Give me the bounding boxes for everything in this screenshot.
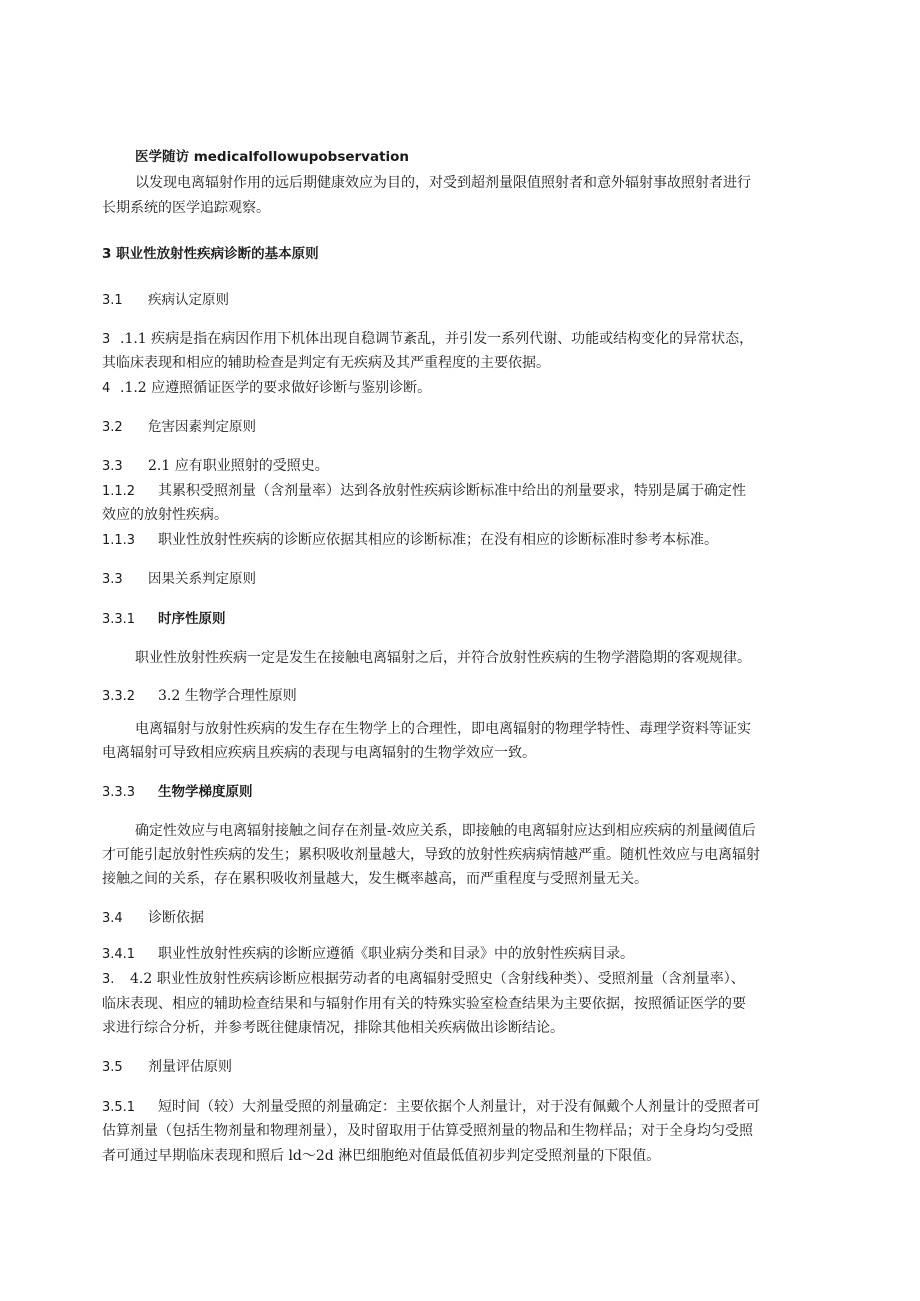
clause-text: 其累积受照剂量（含剂量率）达到各放射性疾病诊断标准中给出的剂量要求，特别是属于确定性 bbox=[158, 483, 746, 499]
heading-text: 剂量评估原则 bbox=[148, 1059, 232, 1075]
paragraph-line bbox=[102, 967, 745, 992]
subsection-heading-3-1 bbox=[102, 288, 229, 313]
heading-text: 因果关系判定原则 bbox=[148, 571, 256, 587]
heading-number: 3.3 bbox=[102, 572, 123, 587]
paragraph-line: 者可通过早期临床表现和照后 ld～2d 淋巴细胞绝对值最低值初步判定受照剂量的下限值。 bbox=[102, 1148, 661, 1164]
paragraph-line: 职业性放射性疾病一定是发生在接触电离辐射之后，并符合放射性疾病的生物学潜隐期的客观规律。 bbox=[135, 650, 751, 666]
clause-text: 2.1 应有职业照射的受照史。 bbox=[148, 458, 329, 474]
paragraph-line bbox=[102, 528, 718, 553]
clause-number: 1.1.2 bbox=[102, 484, 136, 499]
clause-text: .1.1 疾病是指在病因作用下机体出现自稳调节紊乱，并引发一系列代谢、功能或结构变化的异常状态， bbox=[120, 331, 754, 347]
paragraph-line: 电离辐射可导致相应疾病且疾病的表现与电离辐射的生物学效应一致。 bbox=[102, 745, 536, 761]
term-title: 医学随访 medicalfollowupobservation bbox=[135, 149, 410, 165]
paragraph-line: 其临床表现和相应的辅助检查是判定有无疾病及其严重程度的主要依据。 bbox=[102, 355, 550, 371]
subsubsection-heading-3-3-1 bbox=[102, 607, 226, 632]
subsection-heading-3-3 bbox=[102, 567, 256, 592]
paragraph-line bbox=[102, 479, 746, 504]
heading-text: 疾病认定原则 bbox=[148, 292, 229, 308]
heading-text: 诊断依据 bbox=[148, 910, 204, 926]
paragraph-line: 接触之间的关系，存在累积吸收剂量越大，发生概率越高，而严重程度与受照剂量无关。 bbox=[102, 871, 648, 887]
heading-number: 3.4 bbox=[102, 911, 123, 926]
clause-number: 3 bbox=[102, 332, 111, 347]
paragraph-line: 求进行综合分析，并参考既往健康情况，排除其他相关疾病做出诊断结论。 bbox=[102, 1020, 564, 1036]
heading-number: 3.3.2 bbox=[102, 689, 136, 704]
paragraph-line: 确定性效应与电离辐射接触之间存在剂量-效应关系，即接触的电离辐射应达到相应疾病的剂量阈值后 bbox=[135, 823, 756, 839]
clause-number: 3. bbox=[102, 972, 115, 987]
clause-text: 职业性放射性疾病的诊断应依据其相应的诊断标准；在没有相应的诊断标准时参考本标准。 bbox=[158, 532, 718, 548]
heading-number: 3.1 bbox=[102, 293, 123, 308]
clause-number: 4 bbox=[102, 381, 111, 396]
paragraph-line bbox=[102, 376, 431, 401]
clause-number: 3.5.1 bbox=[102, 1100, 136, 1115]
heading-text: 时序性原则 bbox=[158, 611, 226, 627]
heading-text: 生物学梯度原则 bbox=[158, 784, 253, 800]
subsection-heading-3-5 bbox=[102, 1055, 232, 1080]
term-definition-line-2: 长期系统的医学追踪观察。 bbox=[102, 200, 270, 216]
paragraph-line bbox=[102, 454, 329, 479]
clause-text: 职业性放射性疾病的诊断应遵循《职业病分类和目录》中的放射性疾病目录。 bbox=[158, 946, 634, 962]
subsubsection-heading-3-3-2 bbox=[102, 684, 297, 709]
term-definition-line-1: 以发现电离辐射作用的远后期健康效应为目的，对受到超剂量限值照射者和意外辐射事故照射者进行 bbox=[135, 175, 751, 191]
paragraph-line: 才可能引起放射性疾病的发生；累积吸收剂量越大，导致的放射性疾病病情越严重。随机性效应与电离辐射 bbox=[102, 847, 760, 863]
paragraph-line: 估算剂量（包括生物剂量和物理剂量），及时留取用于估算受照剂量的物品和生物样品；对于全身均匀受照 bbox=[102, 1123, 753, 1139]
subsubsection-heading-3-3-3 bbox=[102, 780, 253, 805]
subsection-heading-3-4 bbox=[102, 906, 204, 931]
paragraph-line: 电离辐射与放射性疾病的发生存在生物学上的合理性，即电离辐射的物理学特性、毒理学资料等证实 bbox=[135, 721, 751, 737]
section-heading: 3 职业性放射性疾病诊断的基本原则 bbox=[102, 246, 319, 262]
paragraph-line bbox=[102, 1095, 760, 1120]
paragraph-line: 临床表现、相应的辅助检查结果和与辐射作用有关的特殊实验室检查结果为主要依据，按照循证医学的要 bbox=[102, 996, 746, 1012]
paragraph-line bbox=[102, 942, 634, 967]
heading-number: 3.3.1 bbox=[102, 612, 136, 627]
clause-text: 短时间（较）大剂量受照的剂量确定：主要依据个人剂量计，对于没有佩戴个人剂量计的受照者可 bbox=[158, 1099, 760, 1115]
subsection-heading-3-2 bbox=[102, 415, 256, 440]
clause-number: 1.1.3 bbox=[102, 533, 136, 548]
paragraph-line: 效应的放射性疾病。 bbox=[102, 507, 228, 523]
paragraph-line bbox=[102, 327, 753, 352]
heading-text: 危害因素判定原则 bbox=[148, 419, 256, 435]
heading-number: 3.2 bbox=[102, 420, 123, 435]
clause-text: 4.2 职业性放射性疾病诊断应根据劳动者的电离辐射受照史（含射线种类）、受照剂量（含剂量率）、 bbox=[130, 971, 745, 987]
clause-number: 3.4.1 bbox=[102, 947, 136, 962]
heading-text: 3.2 生物学合理性原则 bbox=[158, 688, 297, 704]
clause-number: 3.3 bbox=[102, 459, 123, 474]
clause-text: .1.2 应遵照循证医学的要求做好诊断与鉴别诊断。 bbox=[120, 380, 432, 396]
heading-number: 3.3.3 bbox=[102, 785, 136, 800]
heading-number: 3.5 bbox=[102, 1060, 123, 1075]
